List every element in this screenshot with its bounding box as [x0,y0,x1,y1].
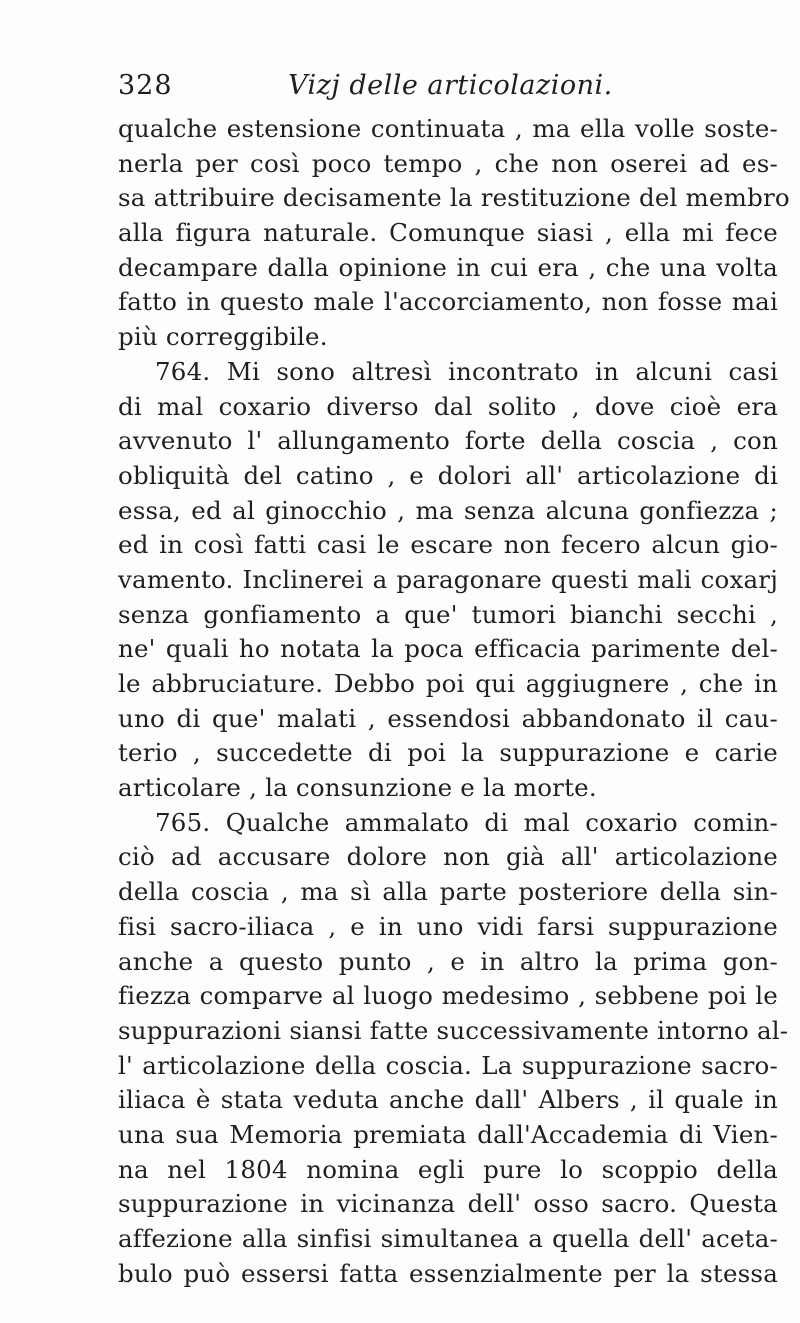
text-line: di mal coxario diverso dal solito , dove cioè era [118,391,778,421]
page-number: 328 [118,70,173,101]
text-line: obliquità del catino , e dolori all' articolazione di [118,460,778,490]
text-line: terio , succedette di poi la suppurazione e carie [118,738,778,768]
text-line: una sua Memoria premiata dall'Accademia di Vien- [118,1119,778,1149]
text-line: suppurazioni siansi fatte successivamente intorno al- [118,1015,789,1045]
text-line: senza gonfiamento a que' tumori bianchi secchi , [118,599,778,629]
text-line: sa attribuire decisamente la restituzione del membro [118,183,790,213]
text-line: le abbruciature. Debbo poi qui aggiugnere , che in [118,669,778,698]
text-line: affezione alla sinfisi simultanea a quella dell' aceta- [118,1224,778,1253]
text-line: decampare dalla opinione in cui era , che una volta [118,252,778,282]
text-line: ne' quali ho notata la poca efficacia parimente del- [118,634,778,664]
text-line: fisi sacro-iliaca , e in uno vidi farsi suppurazione [118,911,778,941]
text-line: l' articolazione della coscia. La suppurazione sacro- [118,1050,778,1080]
text-line: nerla per così poco tempo , che non oserei ad es- [118,148,778,178]
running-title: Vizj delle articolazioni. [288,70,613,101]
text-line: iliaca è stata veduta anche dall' Albers , il quale in [118,1085,778,1115]
text-line: fiezza comparve al luogo medesimo , sebbene poi le [118,981,778,1011]
body-text [118,112,790,1291]
text-line: articolare , la consunzione e la morte. [118,773,597,803]
text-line: suppurazione in vicinanza dell' osso sacro. Questa [118,1189,778,1219]
text-line: anche a questo punto , e in altro la prima gon- [118,946,778,976]
text-line: essa, ed al ginocchio , ma senza alcuna gonfiezza ; [118,495,778,525]
text-line: più correggibile. [118,322,328,352]
text-line: na nel 1804 nomina egli pure lo scoppio della [118,1154,778,1184]
page-header [118,70,778,110]
text-line: vamento. Inclinerei a paragonare questi mali coxarj [118,564,778,594]
text-line: uno di que' malati , essendosi abbandonato il cau- [118,703,778,733]
text-line: ciò ad accusare dolore non già all' articolazione [118,842,778,872]
text-line: alla figura naturale. Comunque siasi , ella mi fece [118,218,778,248]
paragraph-765-start: 765. Qualche ammalato di mal coxario comin- [155,807,778,837]
text-line: bulo può essersi fatta essenzialmente per la stessa [118,1258,778,1288]
text-line: della coscia , ma sì alla parte posteriore della sin- [118,877,778,907]
text-line: ed in così fatti casi le escare non fecero alcun gio- [118,530,778,560]
text-line: fatto in questo male l'accorciamento, non fosse mai [118,287,778,317]
paragraph-764-start: 764. Mi sono altresì incontrato in alcuni casi [155,356,778,386]
text-line: qualche estensione continuata , ma ella volle soste- [118,114,778,143]
text-line: avvenuto l' allungamento forte della coscia , con [118,426,778,456]
